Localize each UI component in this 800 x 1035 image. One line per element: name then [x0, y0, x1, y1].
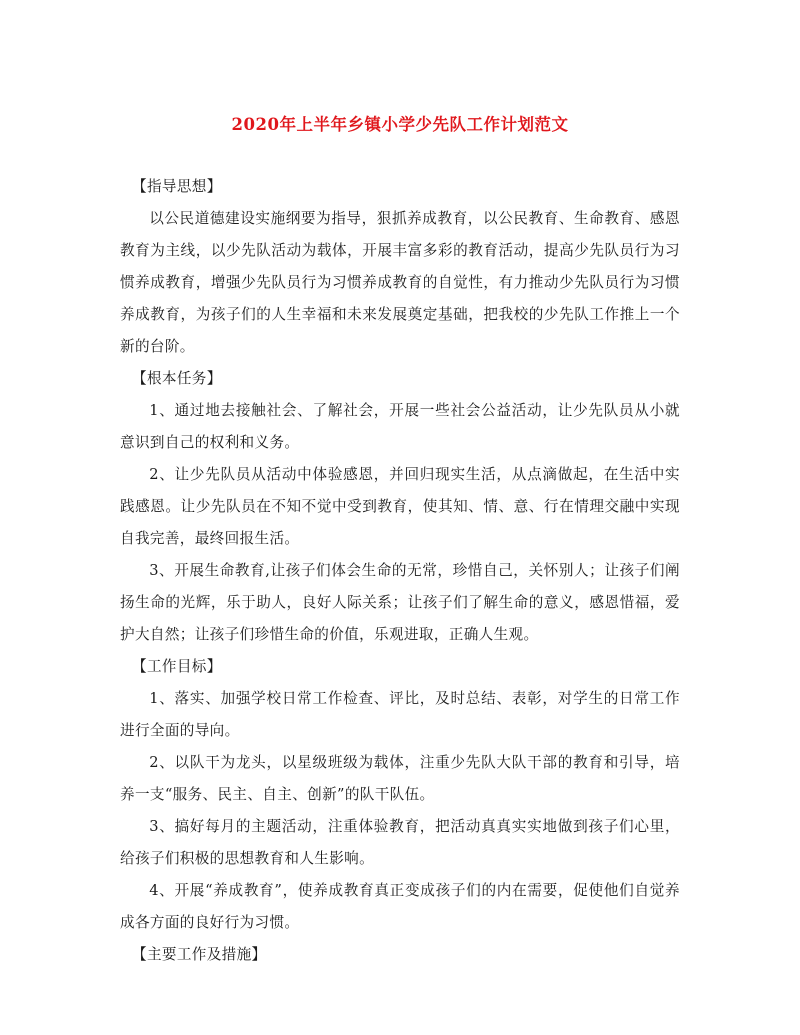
- goal-paragraph-4: 4、开展“养成教育”，使养成教育真正变成孩子们的内在需要，促使他们自觉养成各方面的良好行为习惯。: [120, 882, 680, 931]
- section-heading-tasks: 【根本任务】: [132, 370, 222, 387]
- goal-paragraph-1: 1、落实、加强学校日常工作检查、评比，及时总结、表彰，对学生的日常工作进行全面的导向。: [120, 690, 680, 739]
- task-paragraph-1: 1、通过地去接触社会、了解社会，开展一些社会公益活动，让少先队员从小就意识到自己的权利和义务。: [120, 402, 680, 451]
- document-title: 2020年上半年乡镇小学少先队工作计划范文: [231, 115, 569, 134]
- section-heading-guiding: 【指导思想】: [132, 178, 222, 195]
- section-heading-goals: 【工作目标】: [132, 658, 222, 675]
- section-heading-measures: 【主要工作及措施】: [132, 946, 267, 963]
- goal-paragraph-2: 2、以队干为龙头，以星级班级为载体，注重少先队大队干部的教育和引导，培养一支“服务、民主、自主、创新”的队干队伍。: [120, 754, 680, 803]
- task-paragraph-2: 2、让少先队员从活动中体验感恩，并回归现实生活，从点滴做起，在生活中实践感恩。让少先队员在不知不觉中受到教育，使其知、情、意、行在情理交融中实现自我完善，最终回报生活。: [120, 466, 680, 547]
- document-body: [120, 171, 680, 971]
- guiding-paragraph: 以公民道德建设实施纲要为指导，狠抓养成教育，以公民教育、生命教育、感恩教育为主线，以少先队活动为载体，开展丰富多彩的教育活动，提高少先队员行为习惯养成教育，增强少先队员行为习惯养成教育的自觉性，有力推动少先队员行为习惯养成教育，为孩子们的人生幸福和未来发展奠定基础，把我校的少先队工作推上一个新的台阶。: [120, 210, 680, 355]
- task-paragraph-3: 3、开展生命教育,让孩子们体会生命的无常，珍惜自己，关怀别人；让孩子们阐扬生命的光辉，乐于助人，良好人际关系；让孩子们了解生命的意义，感恩惜福，爱护大自然；让孩子们珍惜生命的价值，乐观进取，正确人生观。: [120, 562, 680, 643]
- goal-paragraph-3: 3、搞好每月的主题活动，注重体验教育，把活动真真实实地做到孩子们心里，给孩子们积极的思想教育和人生影响。: [120, 818, 680, 867]
